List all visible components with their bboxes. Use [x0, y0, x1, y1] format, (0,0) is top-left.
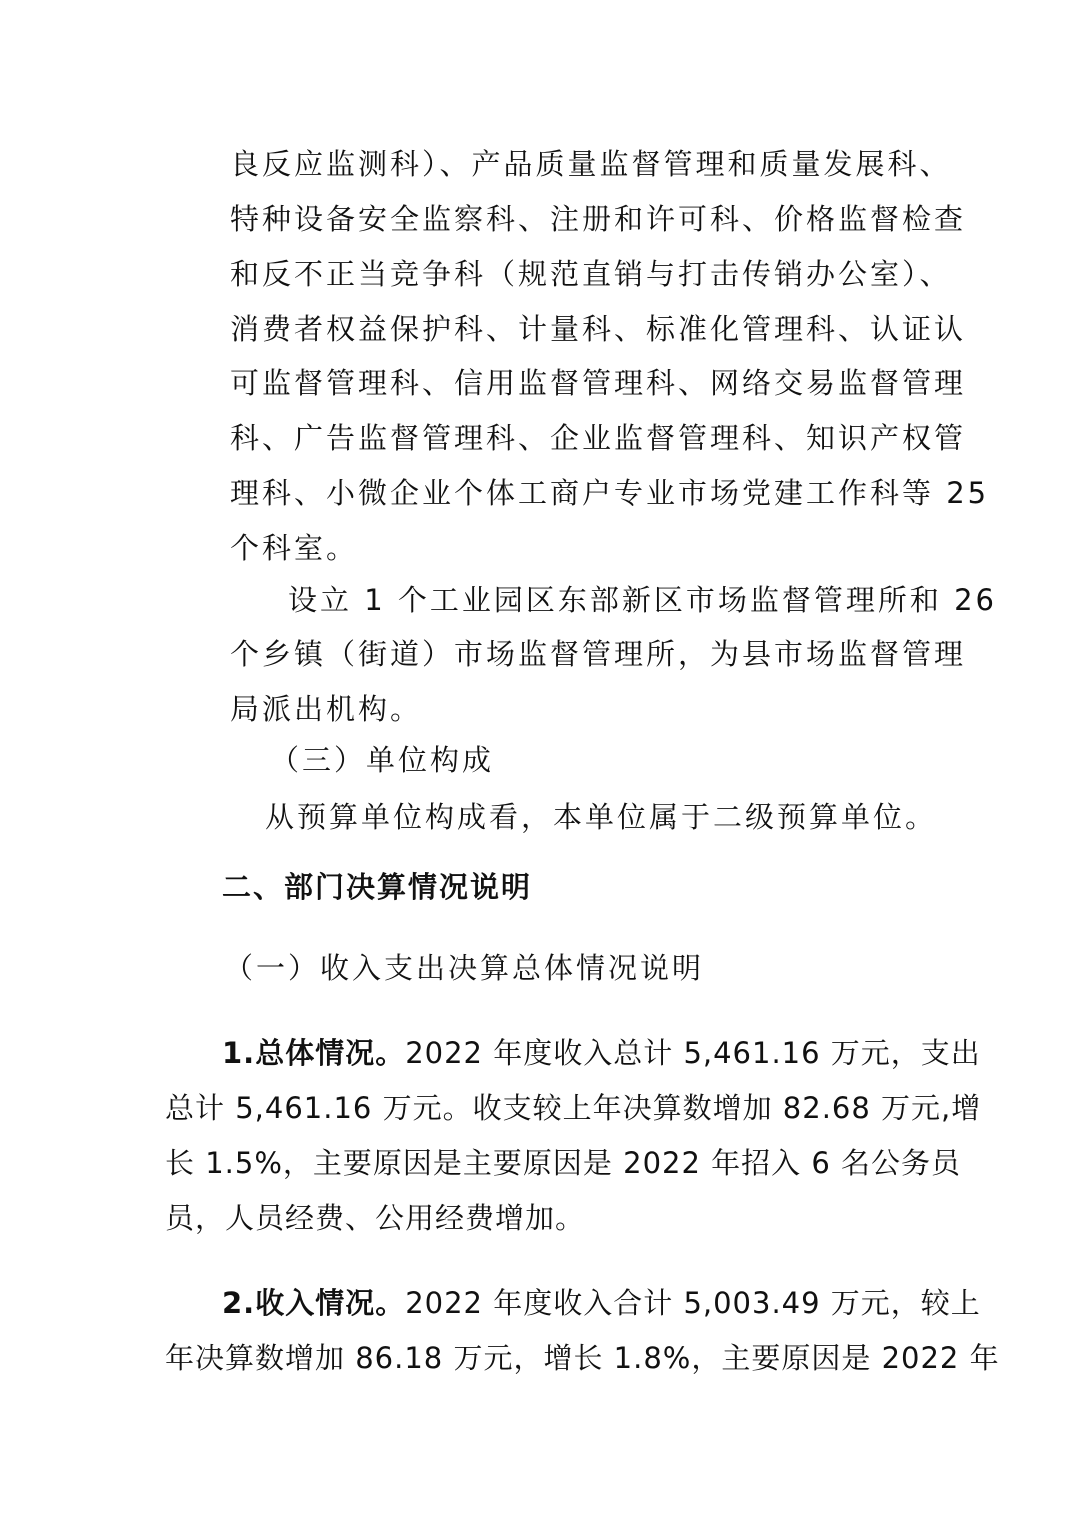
text-line: 设立 1 个工业园区东部新区市场监督管理所和 26 — [288, 583, 998, 617]
subsection-heading: （一）收入支出决算总体情况说明 — [224, 951, 705, 985]
text-line: 可监督管理科、信用监督管理科、网络交易监督管理 — [230, 366, 967, 400]
text-line: 个乡镇（街道）市场监督管理所，为县市场监督管理 — [230, 637, 967, 671]
paragraph-label: 1.总体情况。 — [222, 1036, 406, 1070]
section-heading: 二、部门决算情况说明 — [222, 870, 533, 904]
paragraph-label: 2.收入情况。 — [222, 1286, 406, 1320]
text-line: 科、广告监督管理科、企业监督管理科、知识产权管 — [230, 421, 967, 455]
text-line: 年决算数增加 86.18 万元，增长 1.8%，主要原因是 2022 年 — [165, 1341, 1000, 1375]
text-line: 从预算单位构成看，本单位属于二级预算单位。 — [265, 800, 938, 834]
text-line: 消费者权益保护科、计量科、标准化管理科、认证认 — [230, 312, 967, 346]
text-line: 总计 5,461.16 万元。收支较上年决算数增加 82.68 万元,增 — [165, 1091, 982, 1125]
text-line: 理科、小微企业个体工商户专业市场党建工作科等 25 — [230, 476, 990, 510]
text-line: 长 1.5%，主要原因是主要原因是 2022 年招入 6 名公务员 — [165, 1146, 962, 1180]
text-line: 特种设备安全监察科、注册和许可科、价格监督检查 — [230, 202, 967, 236]
text-line: 员，人员经费、公用经费增加。 — [165, 1201, 586, 1235]
text-line: 和反不正当竞争科（规范直销与打击传销办公室）、 — [230, 257, 952, 291]
text-line — [222, 1283, 981, 1323]
text-line: 局派出机构。 — [230, 692, 423, 726]
paragraph-text: 2022 年度收入总计 5,461.16 万元，支出 — [405, 1036, 981, 1070]
text-line: 个科室。 — [230, 531, 359, 565]
paragraph-text: 2022 年度收入合计 5,003.49 万元，较上 — [405, 1286, 981, 1320]
text-line — [222, 1033, 981, 1073]
text-line: 良反应监测科）、产品质量监督管理和质量发展科、 — [230, 147, 952, 181]
section-heading: （三）单位构成 — [270, 743, 495, 777]
